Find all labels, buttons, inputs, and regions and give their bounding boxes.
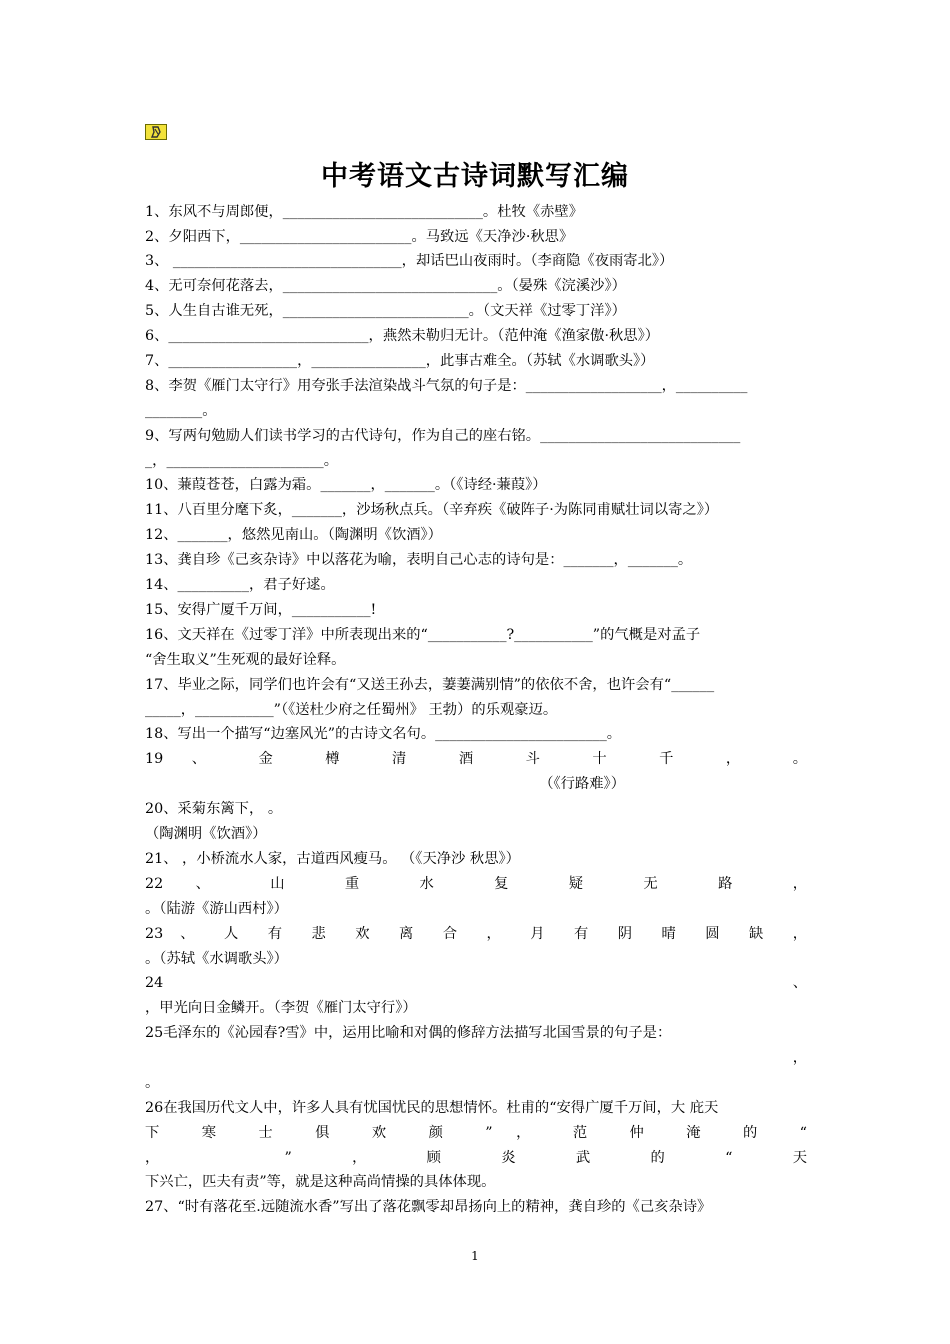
poem-line-16: 16、文天祥在《过零丁洋》中所表现出来的“___________?___________”的气概是对孟子 [145,627,701,643]
poem-line-9-cont: _，______________________。 [145,453,339,469]
poem-line-26-cont2: ， ”，顾炎武的“天 [145,1150,807,1166]
poem-line-14: 14、__________，君子好逑。 [145,577,335,593]
poem-line-22: 22 、 山 重 水 复 疑 无 路 ， [145,876,807,892]
poem-line-15: 15、安得广厦千万间，___________! [145,602,377,618]
poem-line-6: 6、____________________________，燕然未勒归无计。（范仲淹《渔家傲·秋思》） [145,328,660,344]
document-icon [145,124,167,140]
poem-line-18: 18、写出一个描写“边塞风光”的古诗文名句。________________________。 [145,726,622,742]
poem-line-10: 10、蒹葭苍苍，白露为霜。_______，_______。（《诗经·蒹葭》） [145,477,547,493]
poem-line-19-source: （《行路难》） [539,776,625,792]
poem-line-16-cont: “舍生取义”生死观的最好诠释。 [145,652,346,668]
page-number: 1 [471,1249,479,1263]
page-title: 中考语文古诗词默写汇编 [321,161,629,192]
poem-line-24-cont: ，甲光向日金鳞开。（李贺《雁门太守行》） [145,1000,417,1016]
poem-line-8-cont: ________。 [145,403,217,419]
poem-line-4: 4、无可奈何花落去，______________________________。（晏殊《浣溪沙》） [145,278,626,294]
poem-line-17: 17、毕业之际，同学们也许会有“又送王孙去，萋萋满别情”的依依不舍，也许会有“______ [145,677,715,693]
poem-line-7: 7、__________________，________________，此事古难全。（苏轼《水调歌头》） [145,353,655,369]
poem-line-8: 8、李贺《雁门太守行》用夸张手法渲染战斗气氛的句子是：___________________，__________ [145,378,748,394]
poem-line-26: 26在我国历代文人中，许多人具有忧国忧民的思想情怀。杜甫的“安得广厦千万间，大 庇天 [145,1100,719,1116]
poem-line-20: 20、采菊东篱下， 。 [145,801,283,817]
poem-line-12: 12、_______，悠然见南山。（陶渊明《饮酒》） [145,527,442,543]
poem-line-26-cont1: 下 寒 士 俱 欢 颜 ” ， 范 仲 淹 的 “ [145,1125,807,1141]
poem-line-25-period: 。 [145,1075,160,1091]
poem-line-22-cont: 。（陆游《游山西村》） [145,901,288,917]
poem-line-3: 3、 ________________________________，却话巴山夜雨时。（李商隐《夜雨寄北》） [145,253,674,269]
poem-line-11: 11、八百里分麾下炙，_______，沙场秋点兵。（辛弃疾《破阵子·为陈同甫赋壮词以寄之》） [145,502,719,518]
poem-line-23-cont: 。（苏轼《水调歌头》） [145,951,288,967]
poem-line-9: 9、写两句勉励人们读书学习的古代诗句，作为自己的座右铭。____________________________ [145,428,741,444]
poem-line-17-cont: _____，___________”（《送杜少府之任蜀州》 王勃）的乐观豪迈。 [145,702,558,718]
poem-line-21: 21、 ，小桥流水人家，古道西风瘦马。 （《天净沙 秋思》） [145,851,520,867]
poem-line-13: 13、龚自珍《己亥杂诗》中以落花为喻，表明自己心志的诗句是：_______，_______。 [145,552,693,568]
poem-line-27: 27、“时有落花至.远随流水香”写出了落花飘零却昂扬向上的精神，龚自珍的《己亥杂诗》 [145,1199,712,1215]
poem-line-2: 2、夕阳西下，________________________。马致远《天净沙·秋思》 [145,229,574,245]
poem-line-20-source: （陶渊明《饮酒》） [145,826,267,842]
poem-line-19: 19 、 金 樽 清 酒 斗 十 千 ， 。 [145,751,807,767]
poem-line-25-comma: ， [792,1050,807,1066]
poem-line-1: 1、东风不与周郎便，____________________________。杜牧《赤壁》 [145,204,584,220]
poem-line-24: 24 、 [145,975,807,991]
poem-line-26-cont3: 下兴亡，匹夫有责”等，就是这种高尚情操的具体体现。 [145,1174,496,1190]
poem-line-23: 23 、 人 有 悲 欢 离 合 ， 月 有 阴 晴 圆 缺 ， [145,926,807,942]
poem-line-5: 5、人生自古谁无死，__________________________。（文天祥《过零丁洋》） [145,303,626,319]
poem-line-25: 25毛泽东的《沁园春?雪》中，运用比喻和对偶的修辞方法描写北国雪景的句子是： [145,1025,672,1041]
